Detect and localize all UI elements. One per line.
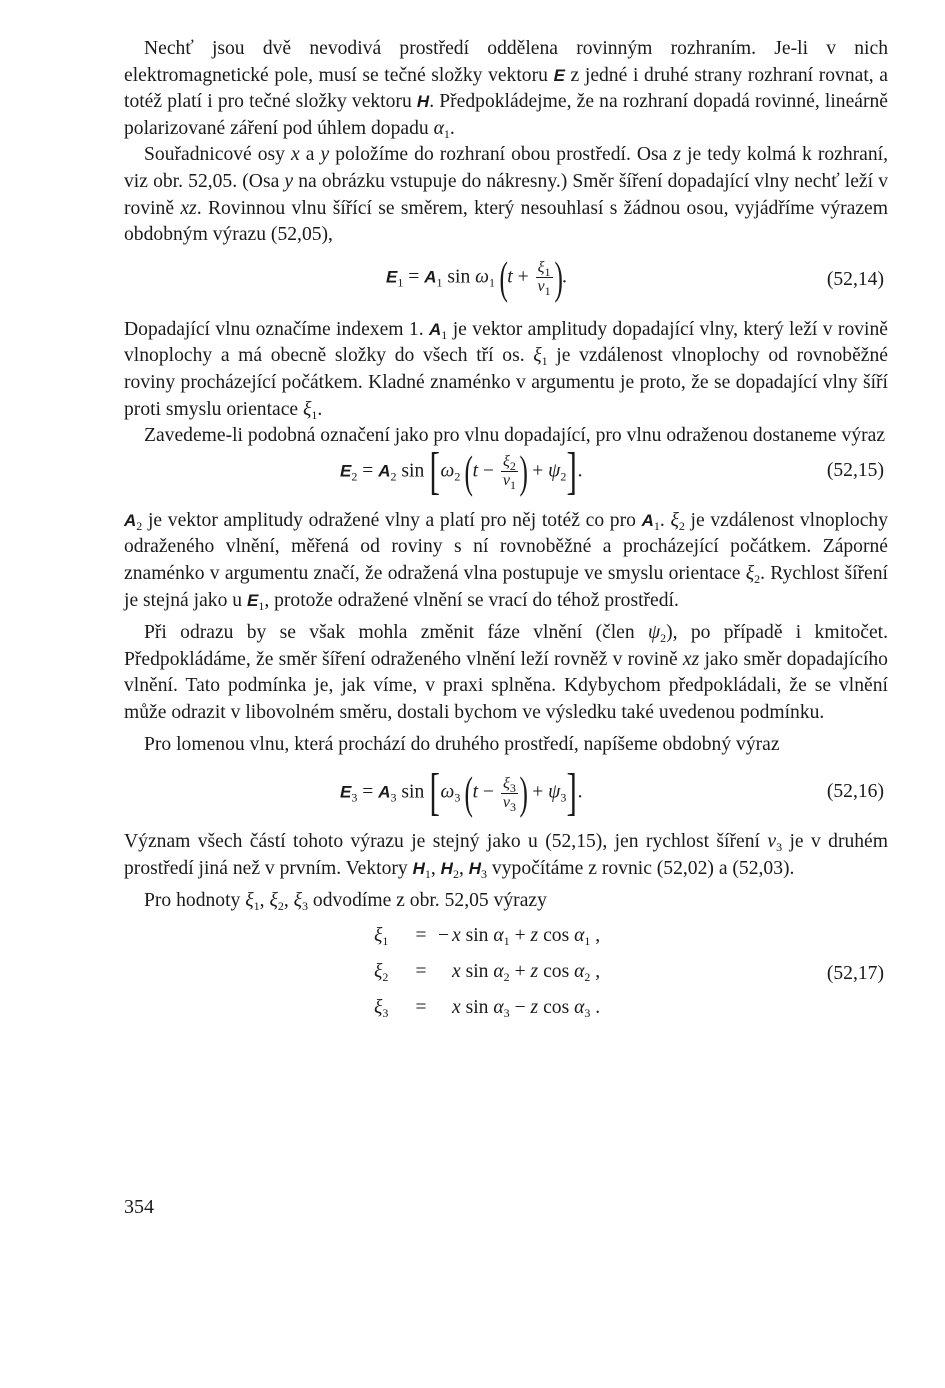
- paragraph-2: Souřadnicové osy x a y položíme do rozhraní obou prostředí. Osa z je tedy kolmá k rozhraní, viz obr. 52,05. (Osa y na obrázku vstupuje do nákresny.) Směr šíření dopadající vlny nechť leží v rovině xz. Rovinnou vlnu šířící se směrem, který nesouhlasí s žádnou osou, vyjádříme výrazem obdobným výrazu (52,05),: [124, 144, 888, 246]
- equation-label: (52,17): [826, 962, 884, 984]
- left-bracket: [: [429, 442, 441, 500]
- equation-row: $\xi_1$ = − x $\sin \alpha_1 + z$ $\cos \alpha_1$ ,: [374, 924, 601, 948]
- left-paren: (: [499, 251, 508, 303]
- equation-52-17: [124, 925, 888, 1029]
- fraction: $\frac{\xi_2}{v_1}$: [502, 453, 516, 493]
- equation-52-16: $E_3 = A_3$ $\sin [\omega_3$ (t − $\frac{\xi_3}{v_3}$ ) + $\psi_3$]. (52,16): [340, 764, 884, 822]
- equation-52-15: $E_2 = A_2$ $\sin [\omega_2$ (t − $\frac{\xi_2}{v_1}$ ) + $\psi_2$]. (52,15): [340, 442, 884, 500]
- paragraph-8: Význam všech částí tohoto výrazu je stejný jako u (52,15), jen rychlost šíření $v_3$ je v druhém prostředí jiná než v prvním. Vektory $H_1$, $H_2$, $H_3$ vypočítáme z rovnic (52,02) a (52,03).: [124, 831, 888, 881]
- fraction: $\frac{\xi_3}{v_3}$: [502, 774, 516, 814]
- paragraph-1: Nechť jsou dvě nevodivá prostředí oddělena rovinným rozhraním. Je-li v nich elektromagnetické pole, musí se tečné složky vektoru E z jedné i druhé strany rozhraní rovnat, a totéž platí i pro tečné složky vektoru H. Předpokládejme, že na rozhraní dopadá rovinné, lineárně polarizované záření pod úhlem dopadu $\alpha_1$.: [124, 38, 888, 141]
- paragraph-9: Pro hodnoty $\xi_1$, $\xi_2$, $\xi_3$ odvodíme z obr. 52,05 výrazy: [144, 890, 547, 914]
- equation-row: $\xi_3 = x$ $\sin \alpha_3 - z$ $\cos \alpha_3$ .: [374, 996, 601, 1020]
- right-paren: ): [554, 251, 563, 303]
- page-body: [124, 36, 888, 1033]
- equation-label: (52,16): [826, 781, 884, 803]
- paragraph-6: Při odrazu by se však mohla změnit fáze vlnění (člen $\psi_2$), po případě i kmitočet. Předpokládáme, že směr šíření odraženého vlnění leží rovněž v rovině xz jako směr dopadajícího vlnění. Tato podmínka je, jak víme, v praxi splněna. Kdybychom předpokládali, že se vlnění může odrazit v libovolném směru, dostali bychom ve výsledku také uvedenou podmínku.: [124, 622, 888, 723]
- paragraph-3: Dopadající vlnu označíme indexem 1. $A_1$ je vektor amplitudy dopadající vlny, který leží v rovině vlnoplochy a má obecně složky do všech tří os. $\xi_1$ je vzdálenost vlnoplochy od rovnoběžné roviny procházející počátkem. Kladné znaménko v argumentu je proto, že se dopadající vlny šíří proti smyslu orientace $\xi_1$.: [124, 318, 888, 422]
- equation-label: (52,15): [826, 459, 884, 481]
- equation-52-14: $E_1 = A_1$ $\sin \omega_1$ (t + $\frac{\xi_1}{v_1}$ ). (52,14): [386, 251, 884, 303]
- equation-row: $\xi_2 = x$ $\sin \alpha_2 + z$ $\cos \alpha_2$ ,: [374, 960, 601, 984]
- paragraph-7: Pro lomenou vlnu, která prochází do druhého prostředí, napíšeme obdobný výraz: [144, 734, 780, 756]
- equation-label: (52,14): [826, 268, 884, 290]
- vector-H: H: [416, 92, 430, 112]
- fraction: $\frac{\xi_1}{v_1}$: [537, 259, 551, 299]
- vector-E: E: [553, 65, 565, 85]
- right-bracket: ]: [566, 442, 578, 500]
- paragraph-4: Zavedeme-li podobná označení jako pro vlnu dopadající, pro vlnu odraženou dostaneme výraz: [144, 425, 886, 447]
- paragraph-5: $A_2$ je vektor amplitudy odražené vlny a platí pro něj totéž co pro $A_1$. $\xi_2$ je vzdálenost vlnoplochy odraženého vlnění, měřená od roviny s ní rovnoběžné a procházející počátkem. Záporné znaménko v argumentu značí, že odražená vlna postupuje ve smyslu orientace $\xi_2$. Rychlost šíření je stejná jako u $E_1$, protože odražené vlnění se vrací do téhož prostředí.: [124, 509, 889, 613]
- page-number: 354: [124, 1196, 154, 1218]
